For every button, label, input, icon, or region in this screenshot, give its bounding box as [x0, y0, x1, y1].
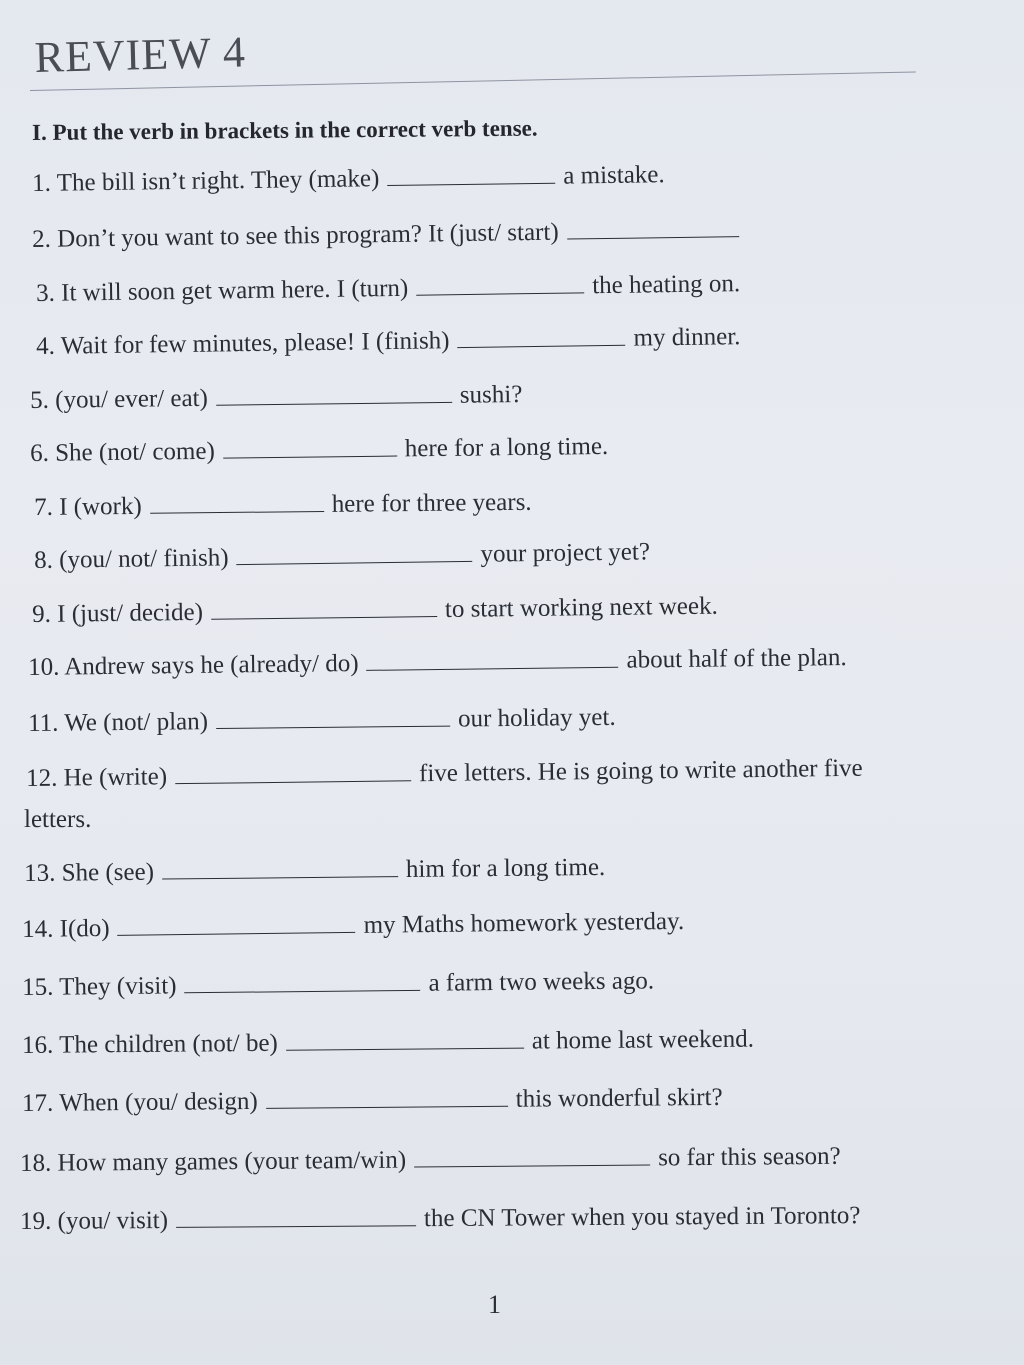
question-prompt: 7. I (work): [34, 492, 142, 521]
question-continuation: the heating on.: [592, 270, 741, 300]
answer-blank[interactable]: [286, 1030, 524, 1051]
answer-blank[interactable]: [414, 1147, 650, 1168]
question-continuation: here for three years.: [331, 488, 532, 518]
page-title: REVIEW 4: [34, 27, 247, 82]
answer-blank[interactable]: [266, 1088, 508, 1109]
question-14: [22, 908, 684, 944]
question-13: [24, 854, 605, 888]
question-17: [22, 1084, 723, 1118]
question-prompt: 13. She (see): [24, 858, 155, 887]
question-continuation: your project yet?: [480, 538, 651, 568]
question-9: [32, 593, 718, 629]
answer-blank[interactable]: [216, 708, 450, 729]
question-prompt: 12. He (write): [26, 763, 168, 792]
answer-blank[interactable]: [184, 972, 420, 993]
question-continuation: so far this season?: [658, 1142, 841, 1172]
page-number: 1: [488, 1290, 501, 1319]
question-15: [22, 967, 654, 1002]
question-prompt: 16. The children (not/ be): [22, 1029, 278, 1059]
question-prompt: 2. Don’t you want to see this program? It (just/ start): [32, 218, 559, 253]
question-continuation: here for a long time.: [404, 432, 609, 463]
section-instruction: I. Put the verb in brackets in the correct verb tense.: [32, 115, 538, 145]
question-prompt: 14. I(do): [22, 914, 110, 943]
question-7: [34, 489, 532, 522]
answer-blank[interactable]: [223, 438, 397, 459]
answer-blank[interactable]: [162, 858, 398, 879]
question-continuation: this wonderful skirt?: [515, 1083, 723, 1113]
question-4: [36, 323, 741, 361]
question-continuation: to start working next week.: [444, 592, 718, 623]
question-prompt: 15. They (visit): [22, 972, 177, 1001]
question-12-wrap: letters.: [24, 806, 92, 833]
question-continuation: about half of the plan.: [626, 643, 847, 674]
question-prompt: 10. Andrew says he (already/ do): [28, 649, 359, 681]
question-10: [28, 644, 847, 682]
question-prompt: 9. I (just/ decide): [32, 598, 204, 628]
question-12: [26, 755, 863, 793]
question-continuation: our holiday yet.: [457, 703, 616, 733]
question-prompt: 17. When (you/ design): [22, 1087, 258, 1117]
answer-blank[interactable]: [216, 384, 452, 406]
answer-blank[interactable]: [175, 762, 411, 784]
question-prompt: 19. (you/ visit): [20, 1206, 169, 1235]
question-prompt: 5. (you/ ever/ eat): [30, 384, 209, 414]
answer-blank[interactable]: [150, 493, 324, 514]
question-8: [34, 538, 650, 575]
question-prompt: 6. She (not/ come): [30, 437, 216, 467]
question-2: [32, 216, 747, 254]
question-continuation: the CN Tower when you stayed in Toronto?: [423, 1202, 861, 1233]
answer-blank[interactable]: [567, 218, 739, 239]
question-18: [20, 1143, 841, 1178]
question-prompt: 4. Wait for few minutes, please! I (finish): [36, 327, 450, 360]
question-continuation: my dinner.: [633, 323, 741, 352]
answer-blank[interactable]: [366, 649, 618, 671]
question-prompt: 8. (you/ not/ finish): [34, 544, 229, 574]
question-continuation: a farm two weeks ago.: [428, 967, 655, 997]
question-11: [28, 704, 616, 738]
question-6: [30, 433, 608, 468]
question-3: [36, 270, 740, 308]
answer-blank[interactable]: [236, 543, 472, 565]
question-prompt: 18. How many games (your team/win): [20, 1146, 407, 1177]
question-19: [20, 1202, 861, 1236]
question-5: [30, 381, 523, 415]
question-1: [32, 161, 665, 198]
question-16: [22, 1026, 754, 1060]
answer-blank[interactable]: [387, 165, 555, 186]
question-continuation: at home last weekend.: [531, 1025, 755, 1055]
answer-blank[interactable]: [118, 914, 356, 936]
question-prompt: 3. It will soon get warm here. I (turn): [36, 274, 409, 307]
question-continuation: a mistake.: [563, 161, 665, 190]
question-continuation: five letters. He is going to write another five: [418, 754, 863, 788]
question-continuation: my Maths homework yesterday.: [363, 907, 685, 939]
answer-blank[interactable]: [176, 1207, 416, 1228]
answer-blank[interactable]: [457, 327, 625, 348]
question-continuation: sushi?: [459, 380, 523, 409]
answer-blank[interactable]: [211, 598, 437, 620]
question-continuation: him for a long time.: [405, 853, 606, 884]
question-prompt: 1. The bill isn’t right. They (make): [32, 165, 380, 197]
question-prompt: 11. We (not/ plan): [28, 708, 209, 737]
answer-blank[interactable]: [416, 274, 584, 295]
